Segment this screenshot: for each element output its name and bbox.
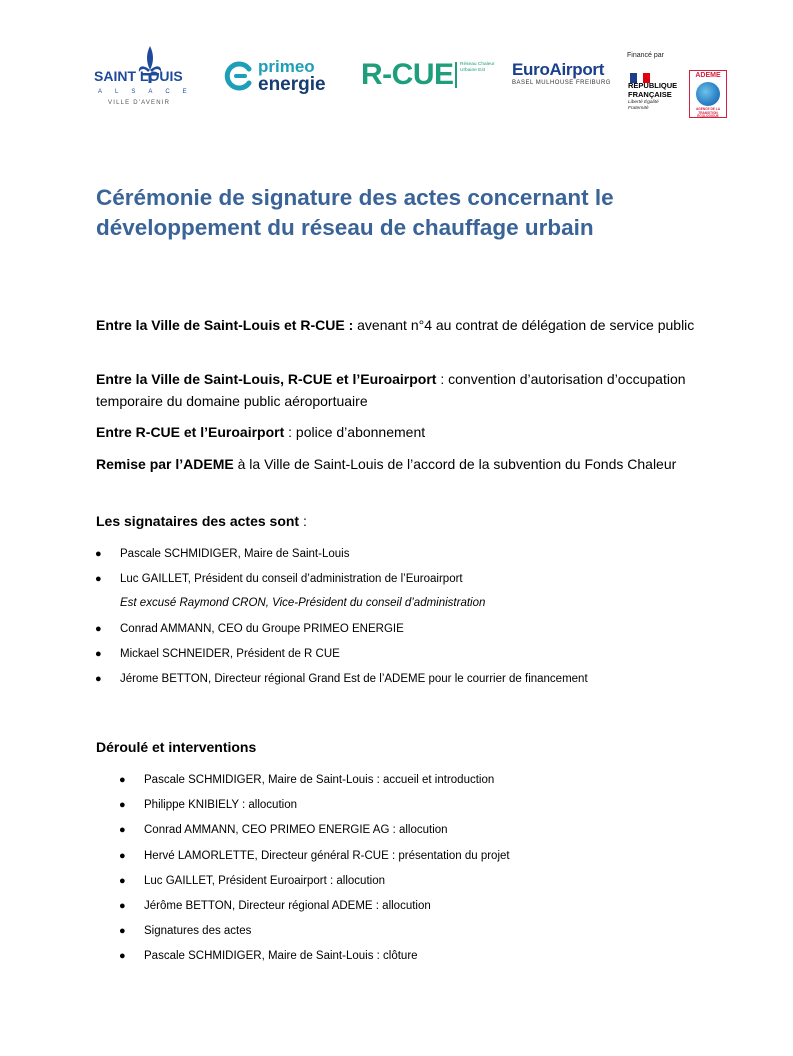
list-item: ● Conrad AMMANN, CEO du Groupe PRIMEO ENERGIE (95, 623, 404, 635)
bullet-icon: ● (95, 673, 102, 685)
agreement-paragraph (96, 453, 716, 475)
agreement-paragraph (96, 421, 716, 443)
saint-louis-region: ALSACE (98, 89, 200, 95)
funded-by-label: Financé par (627, 52, 664, 59)
bullet-icon: ● (119, 900, 126, 912)
list-item: ● Signatures des actes (119, 925, 252, 937)
page-title: Cérémonie de signature des actes concernant le développement du réseau de chauffage urbain (96, 185, 614, 240)
agreement-parties: Remise par l’ADEME (96, 456, 234, 472)
rcue-divider (455, 62, 457, 88)
globe-icon (696, 82, 720, 106)
list-item: ● Jérôme BETTON, Directeur régional ADEME : allocution (119, 900, 431, 912)
ademe-logo (689, 70, 727, 118)
saint-louis-name: SAINT LOUIS (94, 68, 183, 84)
list-item: ● Hervé LAMORLETTE, Directeur général R-CUE : présentation du projet (119, 850, 510, 862)
bullet-icon: ● (119, 950, 126, 962)
excused-note: Est excusé Raymond CRON, Vice-Président du conseil d’administration (120, 597, 486, 609)
bullet-icon: ● (95, 623, 102, 635)
bullet-icon: ● (119, 850, 126, 862)
bullet-icon: ● (119, 799, 126, 811)
agreement-text: : police d’abonnement (284, 424, 426, 440)
saint-louis-tagline: VILLE D'AVENIR (108, 100, 171, 106)
agreement-paragraph (96, 368, 716, 412)
primeo-mark-icon (223, 60, 255, 92)
agreement-text: : convention d’autorisation d’occupation temporaire du domaine public aéroportuaire (96, 371, 686, 409)
agreement-text: à la Ville de Saint-Louis de l’accord de la subvention du Fonds Chaleur (233, 456, 677, 472)
list-item: ● Luc GAILLET, Président du conseil d’administration de l’Euroairport (95, 573, 463, 585)
program-heading: Déroulé et interventions (96, 739, 257, 755)
signatories-heading: Les signataires des actes sont : (96, 513, 307, 529)
ademe-name: ADEME (695, 72, 721, 79)
agreement-parties: Entre la Ville de Saint-Louis, R-CUE et l’Euroairport (96, 371, 437, 387)
agreement-text: avenant n°4 au contrat de délégation de service public (353, 317, 695, 333)
agreement-paragraph (96, 314, 716, 336)
bullet-icon: ● (119, 925, 126, 937)
bullet-icon: ● (95, 548, 102, 560)
bullet-icon: ● (119, 774, 126, 786)
republique-motto: Liberté Égalité Fraternité (628, 100, 659, 111)
list-item: ● Luc GAILLET, Président Euroairport : allocution (119, 875, 385, 887)
rcue-subtitle: Réseau Chaleur Urbaine Est (460, 62, 495, 73)
list-item: ● Pascale SCHMIDIGER, Maire de Saint-Louis (95, 548, 350, 560)
agreement-parties: Entre R-CUE et l’Euroairport (96, 424, 285, 440)
republique-francaise-label: RÉPUBLIQUE FRANÇAISE (628, 81, 678, 99)
bullet-icon: ● (95, 573, 102, 585)
rcue-name: R-CUE (361, 58, 454, 91)
primeo-line2: energie (258, 74, 326, 95)
french-flag-icon (630, 70, 650, 80)
bullet-icon: ● (119, 875, 126, 887)
ademe-subtitle: AGENCE DE LA TRANSITION ÉCOLOGIQUE (695, 107, 721, 119)
primeo-line1: primeo (258, 57, 315, 76)
euroairport-name: EuroAirport (512, 60, 605, 79)
list-item: ● Philippe KNIBIELY : allocution (119, 799, 297, 811)
euroairport-subtitle: BASEL MULHOUSE FREIBURG (512, 80, 611, 86)
list-item: ● Pascale SCHMIDIGER, Maire de Saint-Louis : clôture (119, 950, 418, 962)
list-item: ● Jérome BETTON, Directeur régional Grand Est de l’ADEME pour le courrier de financement (95, 673, 588, 685)
list-item: ● Pascale SCHMIDIGER, Maire de Saint-Louis : accueil et introduction (119, 774, 495, 786)
bullet-icon: ● (119, 824, 126, 836)
bullet-icon: ● (95, 648, 102, 660)
list-item: ● Conrad AMMANN, CEO PRIMEO ENERGIE AG : allocution (119, 824, 448, 836)
agreement-parties: Entre la Ville de Saint-Louis et R-CUE : (96, 317, 354, 333)
list-item: ● Mickael SCHNEIDER, Président de R CUE (95, 648, 340, 660)
